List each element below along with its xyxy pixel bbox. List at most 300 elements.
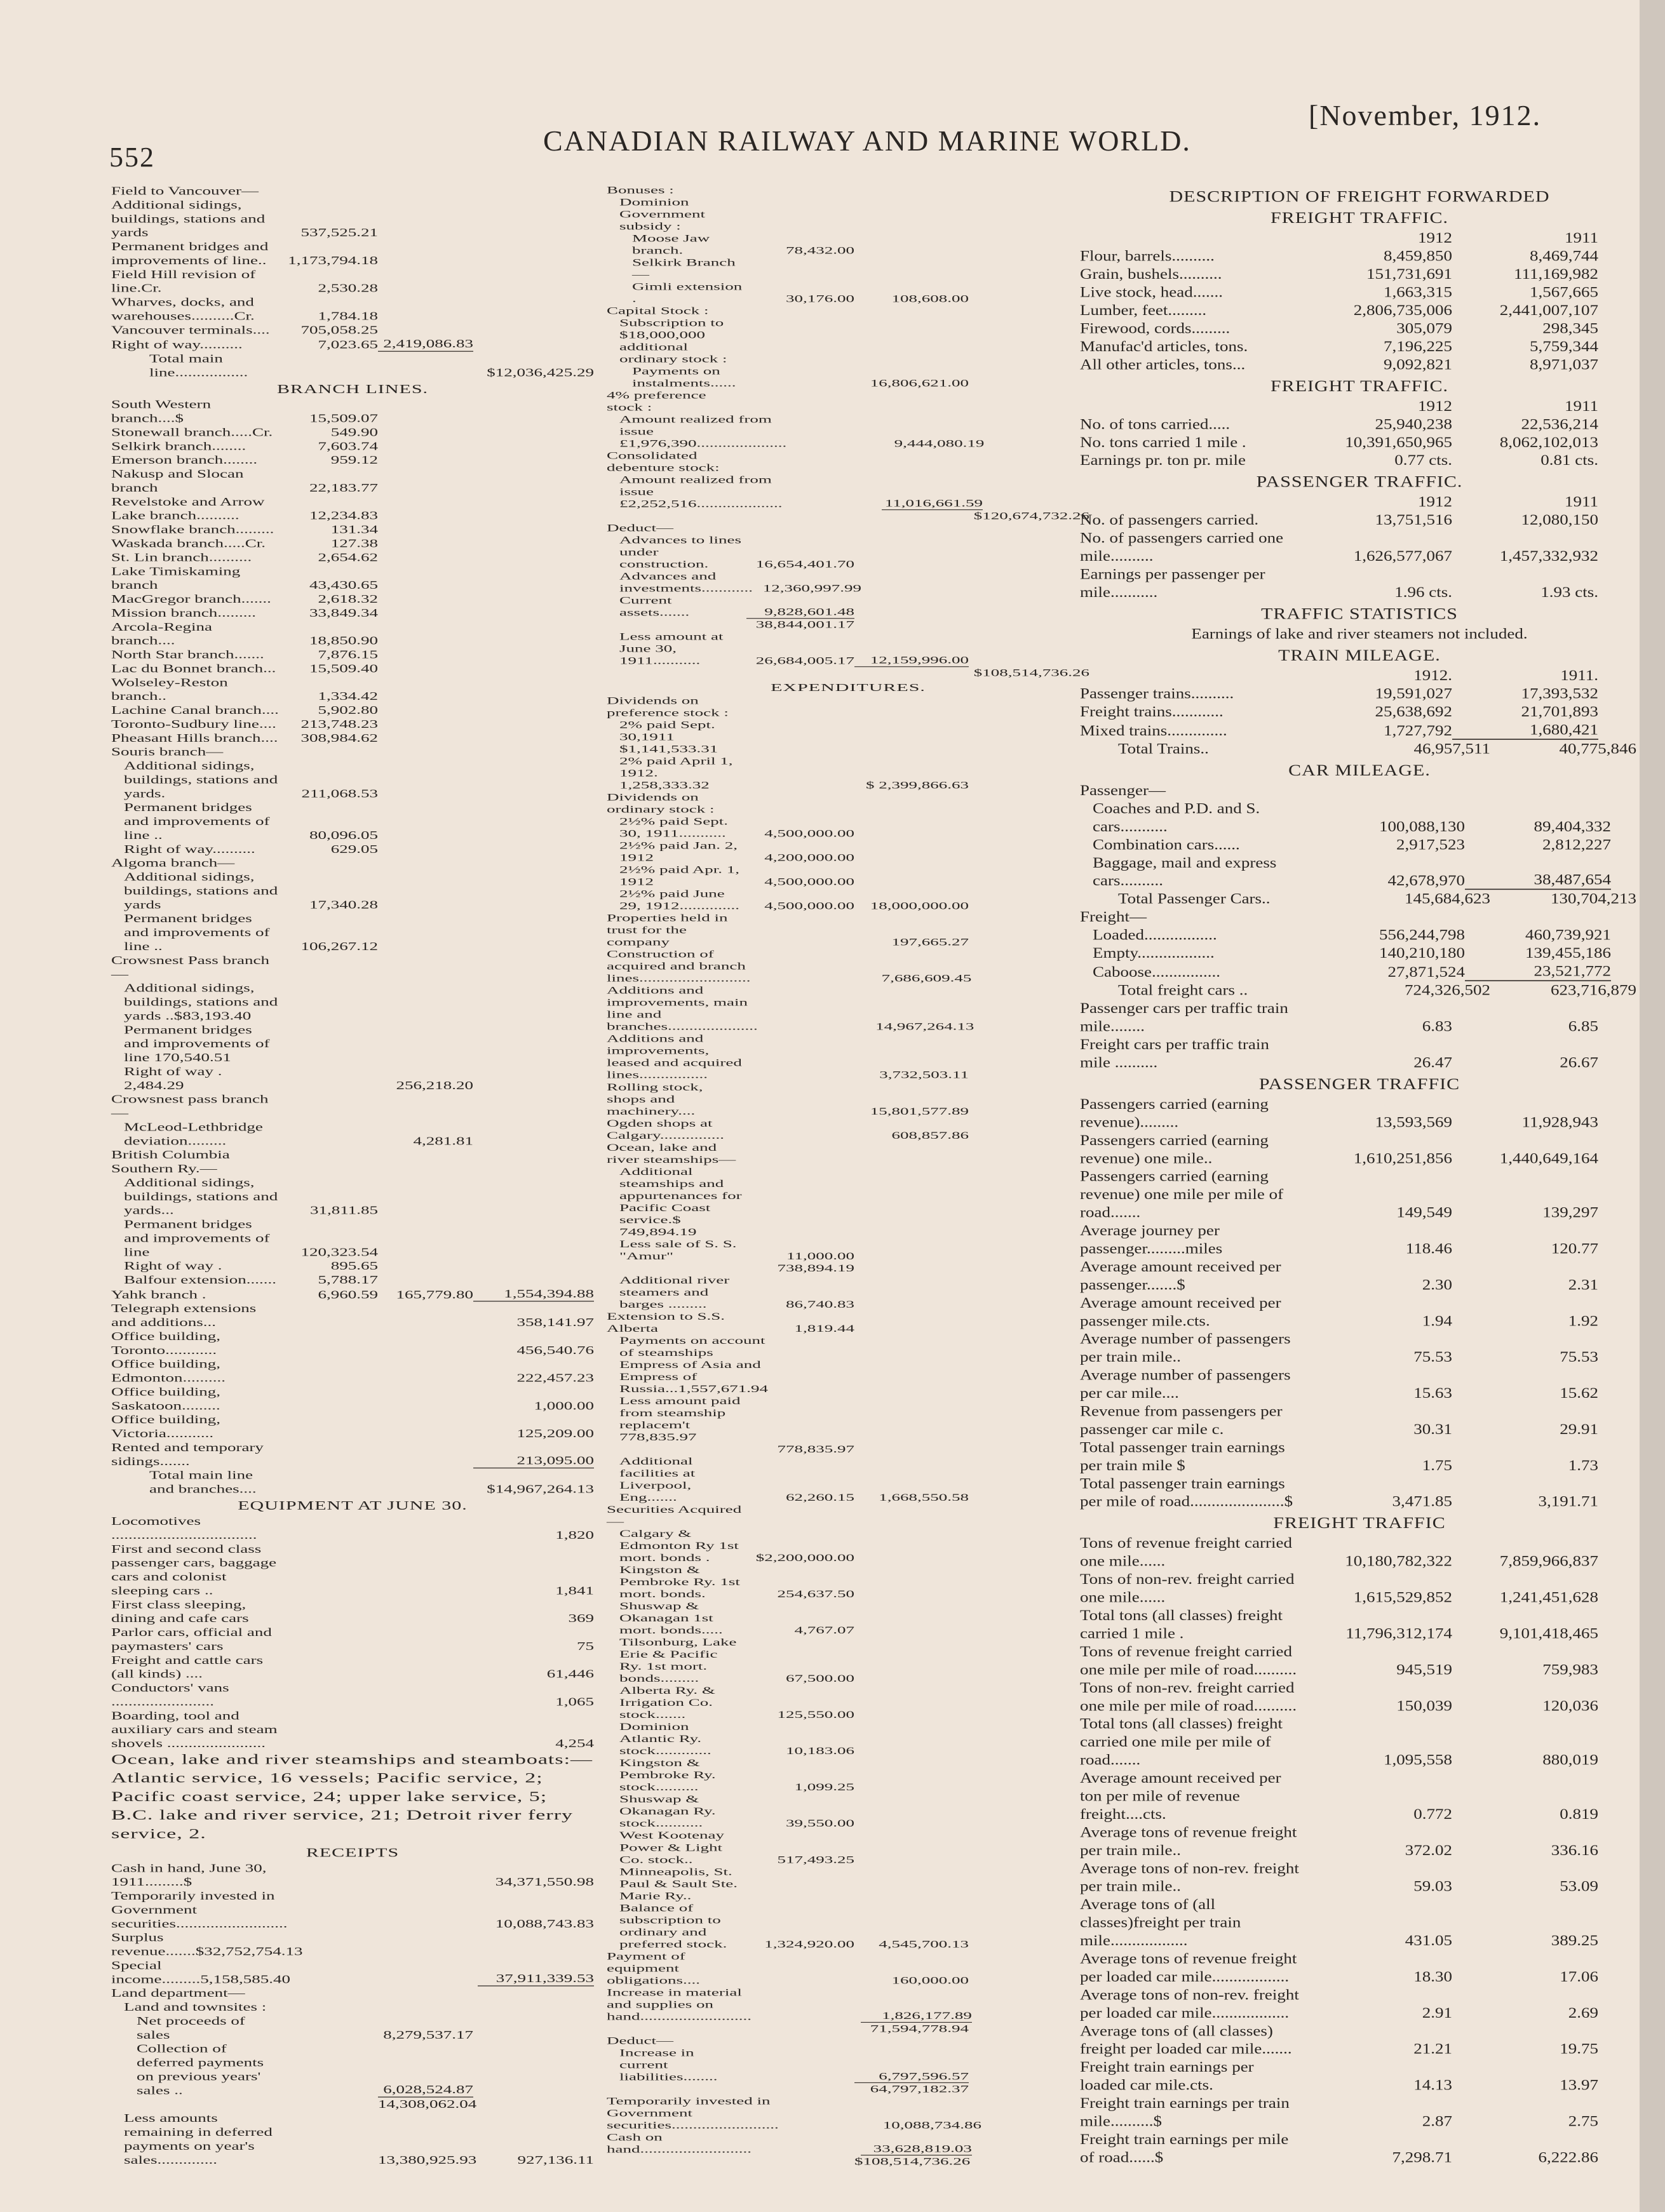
row-label: Conductors' vans ........................ (111, 1681, 229, 1708)
row-label: Locomotives .................................. (111, 1515, 257, 1541)
statement-row (1080, 1679, 1639, 1715)
amount-col-2: 0.819 (1560, 1806, 1598, 1823)
row-label: First and second class passenger cars, baggage cars and colonist sleeping cars .. (111, 1542, 277, 1597)
statement-row (607, 1444, 1089, 1456)
section-heading: BRANCH LINES. (276, 382, 428, 396)
row-label: Securities Acquired— (607, 1504, 742, 1527)
row-label: Lumber, feet......... (1080, 302, 1207, 319)
statement-row (1080, 1475, 1639, 1511)
statement-row (111, 717, 594, 731)
row-label: Cash in hand, June 30, 1911.........$ (111, 1861, 267, 1889)
amount-col-3: 10,088,743.83 (495, 1917, 594, 1930)
amount-col-3: 125,209.00 (516, 1427, 594, 1440)
row-label: South Western branch....$ (111, 398, 212, 425)
row-label: Land department— (111, 1987, 245, 2000)
row-label: Right of way . 2,484.29 (124, 1064, 222, 1092)
row-label: Deduct— (607, 2035, 673, 2046)
amount-col-1: 62,260.15 (786, 1492, 854, 1503)
row-label: Freight trains............ (1080, 703, 1223, 720)
row-label: Average tons of revenue freight per train mile.. (1080, 1823, 1297, 1858)
row-label: Right of way . (124, 1259, 222, 1273)
row-label: Field Hill revision of line.Cr. (111, 267, 256, 295)
amount-col-1: 100,088,130 (1379, 818, 1465, 835)
statement-row (1080, 1167, 1639, 1221)
row-label: Ogden shops at Calgary............... (607, 1117, 724, 1141)
amount-col-1: 213,748.23 (300, 718, 378, 730)
amount-col-1: 0.77 cts. (1394, 452, 1452, 469)
row-label: Calgary & Edmonton Ry 1st mort. bonds . (619, 1528, 739, 1564)
row-label: Additional sidings, buildings, stations and yards... (124, 1176, 278, 1217)
statement-row (111, 592, 594, 606)
statement-row (111, 676, 594, 704)
column-receipts (111, 184, 594, 2167)
row-label: Surplus revenue.......$32,752,754.13 (111, 1931, 303, 1958)
statement-row (1080, 1860, 1639, 1896)
amount-col-2: 14,308,062.04 (378, 2098, 477, 2111)
row-label: Additional steamships and appurtenances for Pacific Coast service.$ 749,894.19 (619, 1165, 742, 1238)
row-label: Passengers carried (earning revenue) one mile.. (1080, 1132, 1269, 1167)
row-label: Freight— (1080, 908, 1147, 925)
amount-col-3: $120,674,732.26 (973, 510, 1089, 522)
amount-col-2: 11,928,943 (1521, 1113, 1598, 1130)
row-label: Average number of passengers per car mile.... (1080, 1366, 1291, 1402)
amount-col-3: 358,141.97 (516, 1316, 594, 1329)
statement-row (1080, 1715, 1639, 1769)
row-label: Lachine Canal branch.... (111, 704, 279, 717)
amount-col-2: 5,759,344 (1530, 338, 1598, 355)
statement-row (1080, 1642, 1639, 1679)
statement-row (607, 1793, 1089, 1830)
amount-col-1: 9,828,601.48 (746, 606, 854, 619)
row-label: Selkirk branch........ (111, 439, 246, 453)
row-label: Wolseley-Reston branch.. (111, 676, 228, 703)
amount-col-1: 738,894.19 (777, 1263, 854, 1274)
statement-row (111, 801, 594, 843)
statement-row (1080, 415, 1639, 433)
statement-row (111, 912, 594, 954)
amount-col-1: 1,324,920.00 (764, 1938, 854, 1950)
amount-col-2: 120,036 (1542, 1697, 1598, 1714)
row-label: Increase in material and supplies on hand.......................... (607, 1987, 752, 2022)
amount-col-1: 8,459,850 (1384, 247, 1452, 264)
amount-col-2: 15.62 (1560, 1384, 1598, 1402)
amount-col-2: 3,191.71 (1538, 1493, 1598, 1510)
statement-row (111, 1959, 594, 1987)
amount-col-1: 895.65 (330, 1259, 378, 1273)
statement-row (1080, 1095, 1639, 1131)
statement-row (1080, 981, 1639, 999)
statement-row (607, 1311, 1089, 1335)
statement-row (111, 551, 594, 565)
statement-row (111, 323, 594, 337)
amount-col-2: 21,701,893 (1521, 703, 1598, 720)
amount-col-2: 197,665.27 (891, 936, 969, 948)
row-label: Office building, Saskatoon......... (111, 1385, 220, 1412)
statement-row (111, 426, 594, 439)
amount-col-2: 2,419,086.83 (378, 337, 473, 352)
amount-col-2: 13.97 (1560, 2076, 1598, 2093)
amount-col-2: 1,241,451,628 (1499, 1588, 1598, 1605)
row-label: Arcola-Regina branch.... (111, 620, 212, 647)
amount-col-1: 7,298.71 (1392, 2148, 1452, 2166)
statement-row (607, 667, 1089, 679)
statement-row (607, 1528, 1089, 1564)
amount-col-1: 15.63 (1413, 1384, 1452, 1402)
row-label: Freight train earnings per mile of road......$ (1080, 2131, 1289, 2166)
row-label: British Columbia Southern Ry.— (111, 1148, 230, 1176)
row-label: Permanent bridges and improvements of line.. (111, 240, 269, 267)
row-label: No. of tons carried..... (1080, 415, 1230, 432)
statement-row (1080, 1534, 1639, 1571)
row-label: Ocean, lake and river steamships— (607, 1141, 736, 1165)
amount-col-1: 1,615,529,852 (1353, 1588, 1452, 1605)
amount-col-2: 1,440,649,164 (1499, 1150, 1598, 1167)
row-label: Baggage, mail and express cars.......... (1093, 854, 1277, 889)
row-label: Subscription to $18,000,000 additional ordinary stock : (619, 317, 727, 365)
amount-col-1: 2,806,735,006 (1353, 302, 1452, 319)
amount-col-1: 1,334.42 (318, 690, 378, 703)
row-label: Freight train earnings per train mile..........$ (1080, 2095, 1290, 2129)
statement-row (607, 1637, 1089, 1685)
section-heading: PASSENGER TRAFFIC. (1256, 473, 1463, 491)
amount-col-3: 75 (577, 1639, 594, 1652)
row-label: Shuswap & Okanagan Ry. stock........... (619, 1793, 716, 1829)
amount-col-1: 43,430.65 (309, 579, 378, 592)
statement-row (607, 389, 1089, 413)
amount-col-1: 1912 (1418, 493, 1452, 510)
statement-row (607, 755, 1089, 791)
section-heading: CAR MILEAGE. (1288, 761, 1431, 779)
amount-col-2: 4,281.81 (413, 1134, 473, 1148)
amount-col-1: 1,663,315 (1384, 283, 1452, 300)
statement-row (607, 815, 1089, 840)
amount-col-2: 2,441,007,107 (1499, 302, 1598, 319)
row-label: Shuswap & Okanagan 1st mort. bonds..... (619, 1600, 723, 1636)
statement-row (111, 2014, 594, 2042)
statement-row (111, 467, 594, 495)
amount-col-2: 7,686,609.45 (881, 972, 972, 984)
statement-row (111, 1681, 594, 1709)
amount-col-2: 880,019 (1542, 1751, 1598, 1768)
row-label: 2½% paid Apr. 1, 1912 (619, 864, 739, 888)
amount-col-3: 927,136.11 (517, 2153, 594, 2166)
statement-row (607, 413, 1089, 450)
row-label: Freight and cattle cars (all kinds) .... (111, 1653, 264, 1680)
amount-col-2: 165,779.80 (396, 1288, 473, 1301)
amount-col-2: 19.75 (1560, 2041, 1598, 2057)
amount-col-3: 4,254 (555, 1737, 594, 1750)
amount-col-2: 1,668,550.58 (879, 1492, 969, 1503)
statement-row (607, 594, 1089, 619)
row-label: 2½% paid June 29, 1912.............. (619, 888, 739, 912)
amount-col-1: 1912 (1418, 398, 1452, 415)
column-traffic-statistics (1080, 184, 1639, 2166)
amount-col-3: 1,065 (555, 1695, 594, 1708)
amount-col-2: 298,345 (1542, 319, 1598, 337)
statement-row (111, 1653, 594, 1681)
statement-row (607, 2131, 1089, 2155)
statement-row (607, 1504, 1089, 1528)
amount-col-1: 537,525.21 (300, 226, 378, 239)
statement-row (1080, 511, 1639, 529)
statement-row (111, 2098, 594, 2112)
statement-row (1080, 529, 1639, 565)
statement-row (1080, 908, 1639, 926)
statement-row (111, 1514, 594, 1542)
amount-col-2: 75.53 (1560, 1348, 1598, 1365)
statement-row (111, 1287, 594, 1301)
row-label: Advances and investments............ (619, 570, 753, 594)
statement-row (607, 1564, 1089, 1600)
section-heading: TRAIN MILEAGE. (1278, 646, 1441, 664)
row-label: Total main line and branches.... (149, 1468, 257, 1496)
note-text: Earnings of lake and river steamers not included. (1191, 625, 1528, 642)
statement-row (1080, 301, 1639, 319)
amount-col-1: 15,509.07 (309, 412, 378, 425)
statement-row (607, 1165, 1089, 1238)
row-label: Crowsnest Pass branch— (111, 953, 269, 981)
statement-row (607, 365, 1089, 389)
amount-col-2: 256,218.20 (396, 1078, 473, 1092)
amount-col-2: 1911 (1565, 493, 1598, 510)
amount-col-1: 4,500,000.00 (764, 900, 854, 912)
amount-col-1: 7,196,225 (1384, 338, 1452, 355)
row-label: Total passenger train earnings per mile of road......................$ (1080, 1475, 1293, 1510)
amount-col-1: 1,784.18 (318, 309, 378, 323)
statement-row (111, 453, 594, 467)
row-label: Office building, Toronto............ (111, 1330, 220, 1357)
row-label: Minneapolis, St. Paul & Sault Ste. Marie Ry.. Balance of subscription to ordinary and preferred stock. (619, 1866, 738, 1950)
row-label: Vancouver terminals.... (111, 323, 270, 337)
row-label: Average tons of (all classes)freight per train mile.................. (1080, 1896, 1241, 1949)
row-label: Rolling stock, shops and machinery.... (607, 1081, 703, 1117)
amount-col-2: 11,016,661.59 (882, 497, 983, 510)
statement-row (1080, 1402, 1639, 1438)
amount-col-2: 2,812,227 (1542, 836, 1611, 853)
statement-row (607, 695, 1089, 719)
amount-col-2: 1911 (1565, 229, 1598, 246)
amount-col-1: 22,183.77 (309, 481, 378, 494)
amount-col-1: 10,180,782,322 (1345, 1553, 1452, 1569)
row-label: Alberta Ry. & Irrigation Co. stock....... (619, 1685, 715, 1720)
amount-col-3: 1,820 (555, 1528, 594, 1541)
statement-row (111, 439, 594, 453)
statement-row (111, 337, 594, 352)
row-label: Emerson branch........ (111, 453, 258, 467)
statement-row (1080, 1986, 1639, 2022)
statement-row (111, 198, 594, 240)
row-label: Waskada branch.....Cr. (111, 537, 266, 550)
statement-row (607, 1238, 1089, 1262)
amount-col-2: 1,567,665 (1530, 283, 1598, 300)
publication-title: CANADIAN RAILWAY AND MARINE WORLD. (543, 124, 1191, 157)
row-label: Total main line................. (149, 352, 248, 379)
statement-row (1080, 740, 1639, 758)
section-heading: EQUIPMENT AT JUNE 30. (238, 1498, 468, 1513)
amount-col-2: 1,457,332,932 (1499, 547, 1598, 565)
amount-col-1: 1.75 (1422, 1457, 1452, 1474)
amount-col-1: 18,850.90 (309, 634, 378, 647)
statement-row (1080, 685, 1639, 702)
row-label: Freight train earnings per loaded car mile.cts. (1080, 2058, 1254, 2093)
statement-row (111, 1092, 594, 1120)
amount-col-1: 127.38 (330, 537, 378, 550)
statement-row (111, 2042, 594, 2098)
row-label: Total tons (all classes) freight carried 1 mile . (1080, 1607, 1283, 1642)
row-label: Earnings pr. ton pr. mile (1080, 452, 1246, 469)
row-label: Earnings per passenger per mile........... (1080, 565, 1265, 601)
statement-row (111, 1861, 594, 1889)
statement-row (1080, 283, 1639, 301)
amount-col-2: $108,514,736.26 (854, 2155, 971, 2167)
amount-col-1: 7,876.15 (318, 648, 378, 661)
statement-row (111, 856, 594, 870)
amount-col-2: 15,801,577.89 (870, 1105, 969, 1117)
statement-row (111, 981, 594, 1023)
amount-col-2: 9,101,418,465 (1499, 1625, 1598, 1642)
amount-col-3: 37,911,339.53 (478, 1971, 594, 1986)
row-label: Total tons (all classes) freight carried one mile per mile of road....... (1080, 1715, 1283, 1768)
row-label: Average tons of (all classes) freight per loaded car mile....... (1080, 2022, 1292, 2057)
row-label: Combination cars...... (1093, 836, 1240, 853)
amount-col-2: 111,169,982 (1514, 265, 1598, 283)
amount-col-2: 6,028,524.87 (378, 2082, 473, 2097)
row-label: Moose Jaw branch. (632, 232, 710, 256)
page-number: 552 (109, 142, 155, 173)
row-label: Average amount received per passenger mile.cts. (1080, 1294, 1281, 1329)
statement-row (111, 2001, 594, 2014)
statement-row (1080, 265, 1639, 283)
statement-row (111, 1023, 594, 1065)
statement-row (111, 565, 594, 593)
row-label: Passenger— (1080, 782, 1166, 799)
amount-col-1: 254,637.50 (777, 1588, 854, 1600)
statement-row (111, 295, 594, 323)
statement-row (111, 1413, 594, 1441)
row-label: Less amount at June 30, 1911........... (619, 631, 724, 667)
statement-row (607, 1866, 1089, 1950)
amount-col-2: 10,088,734.86 (882, 2119, 981, 2131)
row-label: No. tons carried 1 mile . (1080, 434, 1246, 450)
row-label: Amount realized from issue £2,252,516.................... (619, 474, 783, 510)
amount-col-1: 75.53 (1413, 1348, 1452, 1365)
section-heading: TRAFFIC STATISTICS (1261, 605, 1458, 623)
statement-row (1080, 356, 1639, 373)
row-label: Boarding, tool and auxiliary cars and steam shovels ....................... (111, 1709, 278, 1750)
row-label: Stonewall branch.....Cr. (111, 426, 273, 439)
statement-row (607, 619, 1089, 631)
statement-row (111, 495, 594, 523)
statement-row (607, 232, 1089, 257)
statement-row (607, 1987, 1089, 2023)
amount-col-1: 705,058.25 (300, 323, 378, 337)
amount-col-2: 1.92 (1568, 1312, 1598, 1329)
row-label: Temporarily invested in Government securities.......................... (111, 1889, 288, 1930)
amount-col-1: 31,811.85 (310, 1203, 378, 1217)
statement-row (1080, 1606, 1639, 1642)
row-label: Rented and temporary sidings....... (111, 1441, 264, 1468)
statement-row (1080, 452, 1639, 469)
row-label: Tons of non-rev. freight carried one mile per mile of road.......... (1080, 1679, 1297, 1714)
amount-col-2: 460,739,921 (1525, 926, 1611, 943)
statement-row (607, 719, 1089, 755)
row-label: Tons of non-rev. freight carried one mile...... (1080, 1571, 1295, 1605)
statement-row (1080, 1131, 1639, 1167)
statement-row (111, 537, 594, 551)
row-label: Crowsnest pass branch— (111, 1092, 269, 1120)
statement-row (607, 1141, 1089, 1165)
amount-col-1: 517,493.25 (777, 1854, 854, 1865)
section-heading: EXPENDITURES. (771, 681, 926, 694)
amount-col-3: 213,095.00 (473, 1454, 594, 1468)
row-label: Tons of revenue freight carried one mile per mile of road.......... (1080, 1643, 1297, 1678)
amount-col-1: 30,176.00 (786, 293, 854, 304)
statement-row (111, 184, 594, 198)
amount-col-1: 10,391,650,965 (1345, 434, 1452, 450)
statement-row (607, 1081, 1089, 1117)
row-label: Temporarily invested in Government securities......................... (607, 2095, 779, 2131)
amount-col-1: 6,960.59 (318, 1288, 378, 1301)
row-label: Grain, bushels.......... (1080, 265, 1222, 283)
amount-col-2: 1.93 cts. (1540, 584, 1598, 601)
amount-col-2: 8,971,037 (1530, 356, 1598, 373)
amount-col-2: 29.91 (1560, 1421, 1598, 1438)
amount-col-2: 33,628,819.03 (861, 2143, 972, 2155)
amount-col-1: 2,654.62 (318, 551, 378, 564)
amount-col-3: 1,554,394.88 (473, 1287, 594, 1301)
statement-row (607, 840, 1089, 864)
amount-col-1: 151,731,691 (1366, 265, 1452, 283)
statement-row (607, 864, 1089, 888)
amount-col-1: 149,549 (1396, 1203, 1452, 1221)
statement-row (1080, 800, 1639, 836)
row-label: Gimli extension . (632, 281, 743, 304)
row-label: West Kootenay Power & Light Co. stock.. (619, 1830, 725, 1865)
statement-row (111, 1440, 594, 1468)
row-label: McLeod-Lethbridge deviation......... (124, 1120, 263, 1148)
statement-row (607, 984, 1089, 1033)
row-label: Flour, barrels.......... (1080, 247, 1215, 264)
statement-row (111, 1598, 594, 1626)
amount-col-2: 8,469,744 (1530, 247, 1598, 264)
statement-row (111, 1176, 594, 1217)
amount-col-1: 38,844,001.17 (755, 619, 854, 631)
amount-col-1: 959.12 (330, 453, 378, 467)
amount-col-1: 17,340.28 (309, 898, 378, 911)
statement-row (1080, 890, 1639, 908)
row-label: Total Trains.. (1118, 740, 1209, 757)
statement-row (607, 2023, 1089, 2035)
statement-row (111, 1259, 594, 1273)
row-label: Net proceeds of sales (137, 2014, 245, 2041)
section-heading: PASSENGER TRAFFIC (1258, 1075, 1460, 1093)
statement-row (607, 1456, 1089, 1504)
amount-col-1: 21.21 (1413, 2041, 1452, 2057)
row-label: Loaded................. (1093, 926, 1217, 943)
amount-col-2: 1,826,177.89 (861, 2010, 972, 2023)
amount-col-2: 13,380,925.93 (378, 2153, 477, 2166)
statement-row (111, 523, 594, 537)
amount-col-2: 40,775,846 (1559, 740, 1636, 757)
row-label: MacGregor branch....... (111, 593, 271, 605)
amount-col-1: 14.13 (1413, 2076, 1452, 2093)
amount-col-1: 5,788.17 (318, 1273, 378, 1287)
amount-col-1: 629.05 (330, 842, 378, 855)
row-label: Average tons of non-rev. freight per train mile.. (1080, 1860, 1299, 1894)
column-expenditures (607, 184, 1089, 2168)
row-label: Average amount received per passenger.......$ (1080, 1258, 1281, 1293)
statement-row (607, 1721, 1089, 1757)
